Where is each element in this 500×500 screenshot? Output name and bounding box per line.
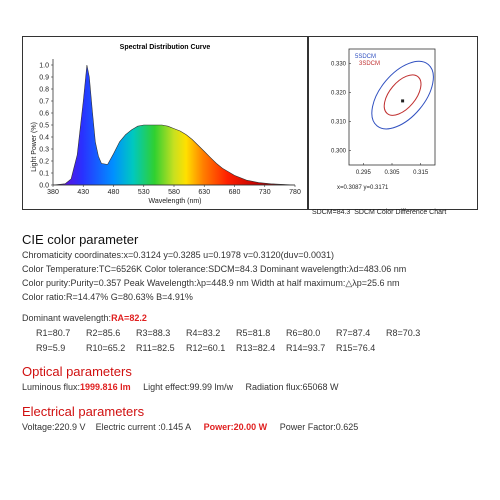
r-value: R6=80.0 — [286, 328, 321, 338]
x-tick-label: 530 — [137, 189, 150, 196]
r-value: R10=65.2 — [86, 343, 126, 353]
electrical-line — [22, 422, 358, 432]
x-tick-label: 630 — [198, 189, 211, 196]
y-tick-label: 1.0 — [39, 62, 49, 70]
temperature-line: Color Temperature:TC=6526K Color tolerance:SDCM=84.3 Dominant wavelength:λd=483.06 nm — [22, 264, 407, 274]
sdcm-chart — [309, 37, 477, 209]
sdcm-legend-5: 5SDCM — [355, 54, 377, 60]
r-value: R12=60.1 — [186, 343, 226, 353]
x-tick-label: 730 — [258, 189, 271, 196]
x-tick-label: 380 — [47, 189, 59, 196]
y-tick-label: 0.5 — [39, 122, 49, 130]
spectral-chart-panel — [22, 36, 308, 210]
r-value: R11=82.5 — [136, 343, 175, 353]
y-tick-label: 0.0 — [39, 182, 49, 190]
x-tick-label: 680 — [228, 189, 241, 196]
y-tick-label: 0.3 — [39, 146, 49, 154]
flux-value: 1999.816 lm — [80, 382, 131, 392]
voltage: Voltage:220.9 V — [22, 422, 86, 432]
radiation-flux: Radiation flux:65068 W — [245, 382, 339, 392]
dominant-label: Dominant wavelength: — [22, 313, 112, 323]
spectral-chart-title: Spectral Distribution Curve — [119, 44, 211, 51]
ra-value: RA=82.2 — [111, 313, 147, 323]
sdcm-point-label: x=0.3087 y=0.3171 — [337, 185, 389, 191]
spectral-area — [53, 65, 295, 185]
sdcm-measured-point — [401, 99, 404, 102]
flux-label: Luminous flux: — [22, 382, 81, 392]
r-value: R15=76.4 — [336, 343, 376, 353]
sdcm-y-tick-label: 0.320 — [330, 90, 346, 97]
purity-line: Color purity:Purity=0.357 Peak Wavelength:λp=448.9 nm Width at half maximum:△λp=25.6 nm — [22, 278, 400, 288]
y-tick-label: 0.4 — [39, 134, 49, 142]
sdcm-x-tick-label: 0.305 — [384, 170, 400, 176]
sdcm-chart-panel — [308, 36, 478, 210]
optical-line — [22, 382, 339, 392]
x-tick-label: 780 — [289, 189, 301, 196]
sdcm-x-tick-label: 0.315 — [413, 170, 429, 176]
r-value: R8=70.3 — [386, 328, 421, 338]
r-value: R9=5.9 — [36, 343, 66, 353]
y-tick-label: 0.9 — [39, 74, 49, 82]
y-tick-label: 0.6 — [39, 110, 49, 118]
sdcm-y-tick-label: 0.310 — [330, 119, 346, 126]
optical-heading: Optical parameters — [22, 364, 132, 379]
dominant-line — [22, 313, 147, 323]
r-value: R7=87.4 — [336, 328, 371, 338]
x-tick-label: 580 — [168, 189, 180, 196]
y-tick-label: 0.8 — [39, 86, 49, 94]
x-tick-label: 430 — [77, 189, 90, 196]
electrical-heading: Electrical parameters — [22, 404, 145, 419]
r-value: R14=93.7 — [286, 343, 326, 353]
r-value: R3=88.3 — [136, 328, 171, 338]
y-tick-label: 0.2 — [39, 158, 49, 166]
sdcm-y-tick-label: 0.330 — [330, 61, 346, 68]
sdcm-legend-3: 3SDCM — [359, 61, 381, 67]
sdcm-prefix: SDCM=84.3 — [312, 209, 351, 216]
chromaticity-line: Chromaticity coordinates:x=0.3124 y=0.3285 u=0.1978 v=0.3120(duv=0.0031) — [22, 250, 334, 260]
cie-heading: CIE color parameter — [22, 232, 139, 247]
sdcm-x-tick-label: 0.295 — [355, 170, 371, 176]
sdcm-y-tick-label: 0.300 — [330, 148, 346, 155]
r-value: R4=83.2 — [186, 328, 221, 338]
y-tick-label: 0.7 — [39, 98, 49, 106]
r-value: R2=85.6 — [86, 328, 121, 338]
spectral-chart — [23, 37, 307, 209]
spectral-xlabel: Wavelength (nm) — [148, 198, 202, 205]
light-effect: Light effect:99.99 lm/w — [143, 382, 233, 392]
power-factor: Power Factor:0.625 — [279, 422, 359, 432]
spectral-ylabel: Light Power (%) — [31, 122, 38, 172]
ratio-line: Color ratio:R=14.47% G=80.63% B=4.91% — [22, 292, 193, 302]
r-value: R13=82.4 — [236, 343, 276, 353]
sdcm-chart-title: SDCM Color Difference Chart — [354, 209, 447, 216]
power: Power:20.00 W — [203, 422, 268, 432]
electric-current: Electric current :0.145 A — [95, 422, 192, 432]
sdcm-inner-ellipse — [377, 68, 428, 121]
y-tick-label: 0.1 — [39, 170, 49, 178]
sdcm-caption — [312, 209, 446, 216]
r-value: R5=81.8 — [236, 328, 271, 338]
x-tick-label: 480 — [107, 189, 120, 196]
r-value: R1=80.7 — [36, 328, 71, 338]
